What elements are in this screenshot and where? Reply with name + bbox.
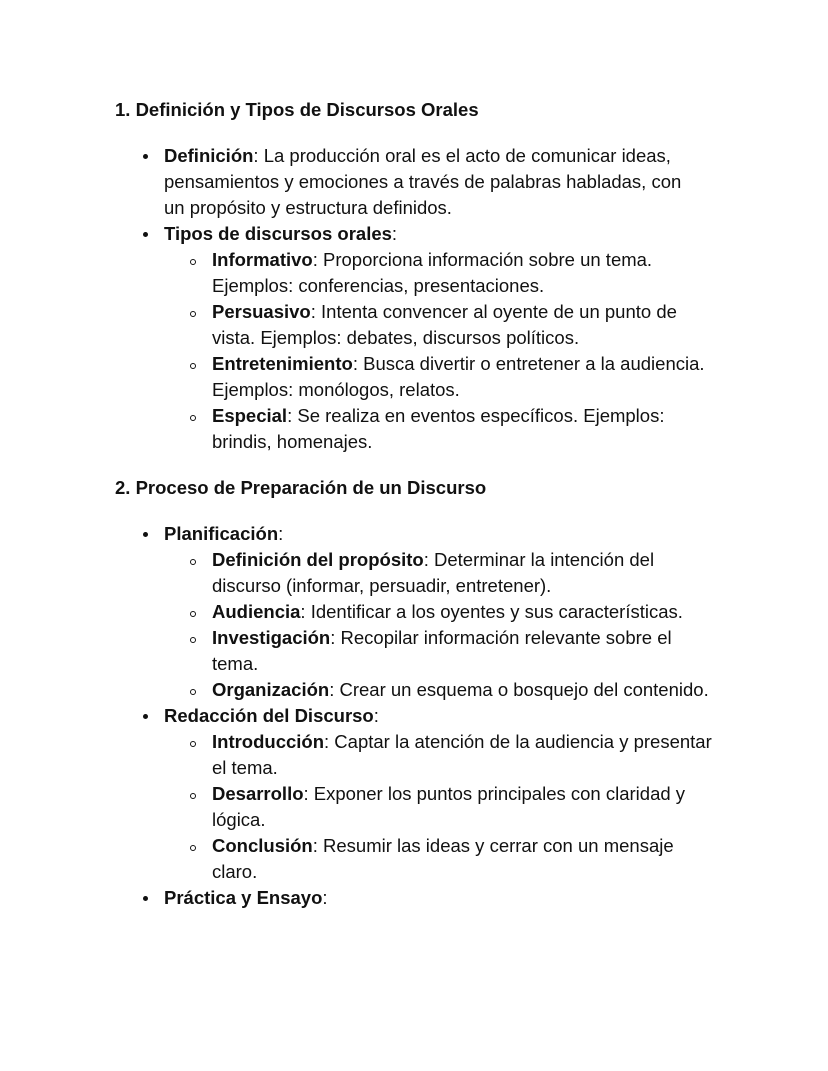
item-text bbox=[212, 833, 712, 885]
document-content bbox=[115, 97, 725, 911]
item-description: : Recopilar información relevante sobre el tema. bbox=[212, 627, 672, 674]
item-label: Desarrollo bbox=[212, 783, 304, 804]
section-heading: 1. Definición y Tipos de Discursos Orales bbox=[115, 99, 479, 120]
item-label: Persuasivo bbox=[212, 301, 311, 322]
item-text bbox=[212, 403, 712, 455]
item-description: : Exponer los puntos principales con claridad y lógica. bbox=[212, 783, 686, 830]
bullet-list bbox=[115, 521, 725, 911]
list-item bbox=[164, 521, 725, 703]
item-label: Tipos de discursos orales bbox=[164, 223, 392, 244]
item-text bbox=[212, 247, 712, 299]
list-item bbox=[164, 143, 725, 221]
item-description: : bbox=[391, 223, 398, 244]
list-item bbox=[164, 703, 725, 885]
sub-list-item bbox=[212, 403, 725, 455]
sub-list-item bbox=[212, 625, 725, 677]
bullet-list bbox=[115, 143, 725, 455]
item-text bbox=[212, 729, 712, 781]
item-label: Práctica y Ensayo bbox=[164, 887, 323, 908]
item-text bbox=[212, 781, 712, 833]
item-description: : Captar la atención de la audiencia y presentar el tema. bbox=[212, 731, 712, 778]
item-text bbox=[212, 351, 712, 403]
item-label: Planificación bbox=[164, 523, 279, 544]
item-text bbox=[212, 677, 712, 703]
item-label: Informativo bbox=[212, 249, 313, 270]
item-label: Introducción bbox=[212, 731, 325, 752]
item-label: Redacción del Discurso bbox=[164, 705, 374, 726]
sub-list-item bbox=[212, 299, 725, 351]
item-description: : Resumir las ideas y cerrar con un mensaje claro. bbox=[212, 835, 674, 882]
item-description: : Identificar a los oyentes y sus características. bbox=[300, 601, 683, 622]
item-description: : La producción oral es el acto de comunicar ideas, pensamientos y emociones a través de palabras habladas, con un propósito y estructura definidos. bbox=[164, 145, 682, 218]
item-description: : bbox=[373, 705, 379, 726]
item-label: Entretenimiento bbox=[212, 353, 353, 374]
item-description: : Proporciona información sobre un tema. Ejemplos: conferencias, presentaciones. bbox=[212, 249, 653, 296]
list-item bbox=[164, 221, 725, 455]
sub-list-item bbox=[212, 833, 725, 885]
sub-list-item bbox=[212, 599, 725, 625]
section-heading: 2. Proceso de Preparación de un Discurso bbox=[115, 477, 487, 498]
item-label: Especial bbox=[212, 405, 288, 426]
item-description: : bbox=[322, 887, 328, 908]
sub-list bbox=[164, 247, 725, 455]
sub-list-item bbox=[212, 351, 725, 403]
item-label: Investigación bbox=[212, 627, 331, 648]
item-text bbox=[164, 221, 694, 247]
sub-list bbox=[164, 547, 725, 703]
item-text bbox=[212, 599, 712, 625]
item-description: : Determinar la intención del discurso (informar, persuadir, entretener). bbox=[212, 549, 655, 596]
sub-list-item bbox=[212, 677, 725, 703]
item-description: : Crear un esquema o bosquejo del contenido. bbox=[329, 679, 709, 700]
list-item bbox=[164, 885, 725, 911]
item-text bbox=[164, 143, 694, 221]
item-text bbox=[164, 521, 694, 547]
item-description: : Intenta convencer al oyente de un punto de vista. Ejemplos: debates, discursos políticos. bbox=[212, 301, 677, 348]
item-text bbox=[164, 885, 694, 911]
item-text bbox=[212, 547, 712, 599]
sub-list bbox=[164, 729, 725, 885]
sub-list-item bbox=[212, 781, 725, 833]
item-label: Audiencia bbox=[212, 601, 301, 622]
item-text bbox=[212, 625, 712, 677]
item-text bbox=[164, 703, 694, 729]
sub-list-item bbox=[212, 729, 725, 781]
item-description: : Busca divertir o entretener a la audiencia. Ejemplos: monólogos, relatos. bbox=[212, 353, 705, 400]
item-description: : bbox=[278, 523, 284, 544]
item-label: Definición bbox=[164, 145, 254, 166]
sub-list-item bbox=[212, 547, 725, 599]
sub-list-item bbox=[212, 247, 725, 299]
item-label: Conclusión bbox=[212, 835, 313, 856]
item-description: : Se realiza en eventos específicos. Ejemplos: brindis, homenajes. bbox=[212, 405, 665, 452]
item-label: Organización bbox=[212, 679, 330, 700]
item-label: Definición del propósito bbox=[212, 549, 424, 570]
item-text bbox=[212, 299, 712, 351]
